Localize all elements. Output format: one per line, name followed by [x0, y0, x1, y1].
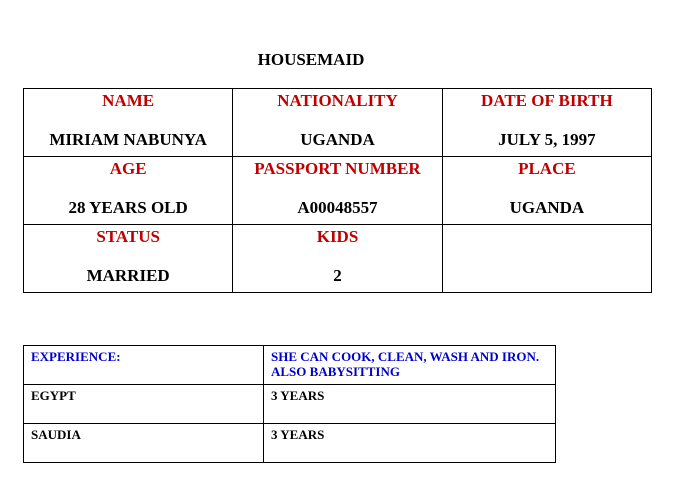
place-label: PLACE [518, 159, 576, 178]
kids-value: 2 [333, 266, 342, 285]
empty-cell [442, 225, 651, 293]
table-row [24, 424, 556, 463]
age-value: 28 YEARS OLD [68, 198, 188, 217]
passport-value: A00048557 [297, 198, 378, 217]
experience-label: EXPERIENCE: [24, 346, 264, 385]
info-row [24, 157, 652, 225]
passport-cell [233, 157, 442, 225]
nationality-label: NATIONALITY [277, 91, 398, 110]
status-cell [24, 225, 233, 293]
info-row [24, 89, 652, 157]
place-value: UGANDA [509, 198, 585, 217]
age-cell [24, 157, 233, 225]
info-row [24, 225, 652, 293]
dob-value: JULY 5, 1997 [498, 130, 596, 149]
dob-label: DATE OF BIRTH [481, 91, 613, 110]
personal-info-table [23, 88, 652, 293]
status-label: STATUS [96, 227, 160, 246]
status-value: MARRIED [86, 266, 170, 285]
kids-cell [233, 225, 442, 293]
place-cell [442, 157, 651, 225]
experience-duration: 3 YEARS [264, 424, 556, 463]
experience-country: EGYPT [24, 385, 264, 424]
nationality-value: UGANDA [300, 130, 375, 149]
dob-cell [442, 89, 651, 157]
name-label: NAME [102, 91, 155, 110]
document-title: HOUSEMAID [257, 50, 365, 69]
name-cell [24, 89, 233, 157]
experience-duration: 3 YEARS [264, 385, 556, 424]
table-row [24, 385, 556, 424]
experience-country: SAUDIA [24, 424, 264, 463]
kids-label: KIDS [316, 227, 359, 246]
experience-header-row [24, 346, 556, 385]
age-label: AGE [109, 159, 147, 178]
name-value: MIRIAM NABUNYA [49, 130, 207, 149]
experience-table [23, 345, 556, 463]
passport-label: PASSPORT NUMBER [254, 159, 421, 178]
nationality-cell [233, 89, 442, 157]
experience-skills: SHE CAN COOK, CLEAN, WASH AND IRON. ALSO BABYSITTING [264, 346, 556, 385]
